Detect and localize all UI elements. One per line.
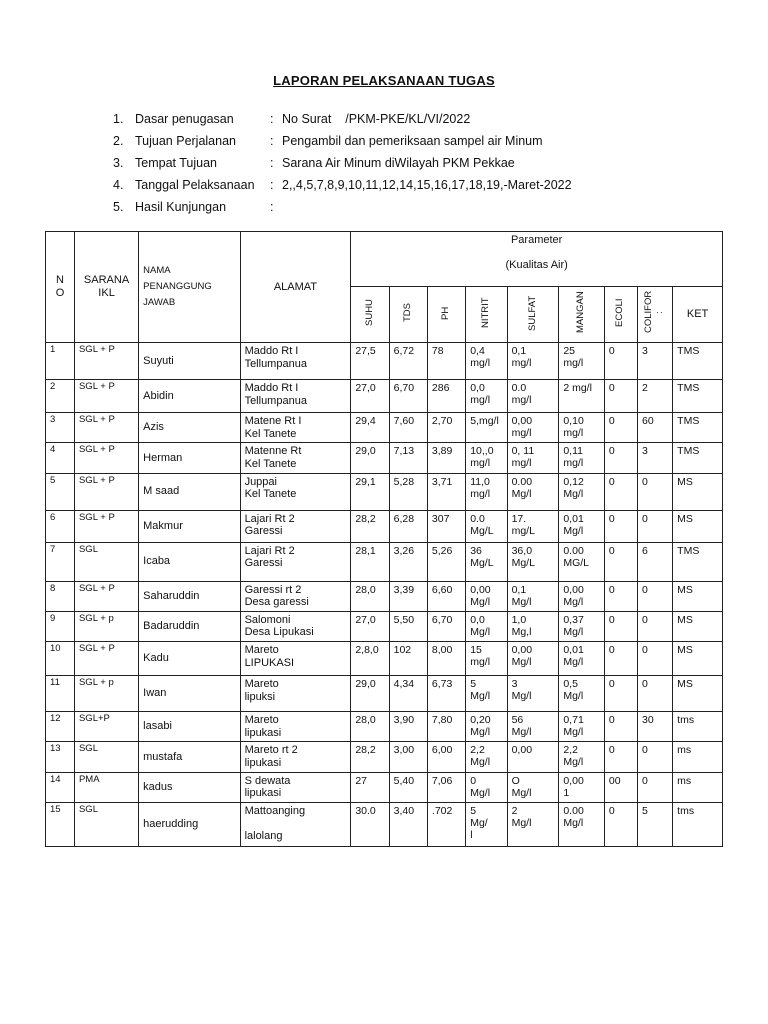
info-colon: : (270, 178, 274, 192)
tds-cell: 7,13 (389, 443, 427, 473)
ecoli-cell: 0 (604, 742, 637, 772)
suhu-cell: 30.0 (351, 802, 389, 846)
coliform-cell: 60 (637, 413, 672, 443)
nitrit-cell: 5 Mg/l (466, 676, 507, 712)
alamat-cell: Juppai Kel Tanete (240, 473, 351, 510)
mangan-cell: 0.00 MG/L (559, 542, 605, 581)
suhu-cell: 28,2 (351, 510, 389, 542)
info-colon: : (270, 112, 274, 126)
sarana-cell: SGL + P (74, 380, 138, 413)
table-row (46, 473, 723, 510)
header-alamat: ALAMAT (240, 232, 351, 343)
sulfat-cell: 17. mg/L (507, 510, 559, 542)
document-title: LAPORAN PELAKSANAAN TUGAS (273, 73, 495, 88)
table-row (46, 413, 723, 443)
ph-cell: 6,00 (427, 742, 465, 772)
table-row (46, 712, 723, 742)
sulfat-cell: 0, 11 mg/l (507, 443, 559, 473)
row-number: 4 (46, 443, 75, 473)
header-row (46, 232, 723, 287)
header-coliform-label: COLIFOR : (643, 290, 666, 333)
mangan-cell: 0,10 mg/l (559, 413, 605, 443)
ecoli-cell: 0 (604, 443, 637, 473)
info-label: Tanggal Pelaksanaan (135, 178, 255, 192)
table-row (46, 343, 723, 380)
nitrit-cell: 36 Mg/L (466, 542, 507, 581)
alamat-cell: Lajari Rt 2 Garessi (240, 510, 351, 542)
sarana-cell: SGL + p (74, 611, 138, 641)
table-row (46, 380, 723, 413)
ket-cell: ms (673, 772, 723, 802)
nama-cell: Saharuddin (139, 581, 240, 611)
nitrit-cell: 5,mg/l (466, 413, 507, 443)
header-suhu (351, 287, 389, 343)
sarana-cell: PMA (74, 772, 138, 802)
ket-cell: TMS (673, 343, 723, 380)
alamat-cell: Mareto rt 2 lipukasi (240, 742, 351, 772)
info-value: Sarana Air Minum diWilayah PKM Pekkae (282, 156, 515, 170)
info-item (113, 196, 572, 218)
sulfat-cell: 0.0 mg/l (507, 380, 559, 413)
table-row (46, 542, 723, 581)
tds-cell: 3,00 (389, 742, 427, 772)
tds-cell: 3,90 (389, 712, 427, 742)
suhu-cell: 2,8,0 (351, 642, 389, 676)
info-value: No Surat /PKM-PKE/KL/VI/2022 (282, 112, 471, 126)
tds-cell: 3,26 (389, 542, 427, 581)
nitrit-cell: 10,,0 mg/l (466, 443, 507, 473)
mangan-cell: 0,71 Mg/l (559, 712, 605, 742)
ket-cell: MS (673, 676, 723, 712)
header-sarana: SARANA IKL (74, 232, 138, 343)
tds-cell: 3,39 (389, 581, 427, 611)
mangan-cell: 0.00 Mg/l (559, 802, 605, 846)
sulfat-cell: 36,0 Mg/L (507, 542, 559, 581)
ph-cell: 7,06 (427, 772, 465, 802)
nama-cell: kadus (139, 772, 240, 802)
nitrit-cell: 0,4 mg/l (466, 343, 507, 380)
nama-cell: Badaruddin (139, 611, 240, 641)
mangan-cell: 0,11 mg/l (559, 443, 605, 473)
coliform-cell: 0 (637, 611, 672, 641)
ket-cell: TMS (673, 380, 723, 413)
ecoli-cell: 0 (604, 542, 637, 581)
tds-cell: 5,28 (389, 473, 427, 510)
header-sulfat (507, 287, 559, 343)
info-value: Pengambil dan pemeriksaan sampel air Minum (282, 134, 543, 148)
tds-cell: 5,50 (389, 611, 427, 641)
sulfat-cell: 0,00 (507, 742, 559, 772)
header-tds (389, 287, 427, 343)
coliform-cell: 3 (637, 343, 672, 380)
info-number: 3. (113, 156, 124, 170)
suhu-cell: 27,0 (351, 611, 389, 641)
sulfat-cell: 1,0 Mg,l (507, 611, 559, 641)
tds-cell: 6,72 (389, 343, 427, 380)
ket-cell: TMS (673, 413, 723, 443)
sarana-cell: SGL (74, 802, 138, 846)
header-nitrit (466, 287, 507, 343)
ph-cell: 7,80 (427, 712, 465, 742)
header-nitrit-label: NITRIT (479, 297, 491, 328)
nama-cell: Azis (139, 413, 240, 443)
ph-cell: 286 (427, 380, 465, 413)
header-parameter: Parameter (Kualitas Air) (351, 232, 723, 287)
sulfat-cell: 0.00 Mg/l (507, 473, 559, 510)
suhu-cell: 29,0 (351, 443, 389, 473)
suhu-cell: 28,0 (351, 712, 389, 742)
alamat-cell: Lajari Rt 2 Garessi (240, 542, 351, 581)
nitrit-cell: 0,0 Mg/l (466, 611, 507, 641)
sulfat-cell: 0,1 Mg/l (507, 581, 559, 611)
info-colon: : (270, 134, 274, 148)
sarana-cell: SGL + p (74, 676, 138, 712)
alamat-cell: Mareto lipuksi (240, 676, 351, 712)
tds-cell: 6,28 (389, 510, 427, 542)
suhu-cell: 29,0 (351, 676, 389, 712)
nama-cell: Herman (139, 443, 240, 473)
table-row (46, 772, 723, 802)
sarana-cell: SGL + P (74, 642, 138, 676)
coliform-cell: 30 (637, 712, 672, 742)
row-number: 8 (46, 581, 75, 611)
nitrit-cell: 0,20 Mg/l (466, 712, 507, 742)
table-row (46, 581, 723, 611)
ecoli-cell: 0 (604, 676, 637, 712)
alamat-cell: Maddo Rt I Tellumpanua (240, 380, 351, 413)
info-item (113, 130, 572, 152)
ecoli-cell: 0 (604, 712, 637, 742)
header-nama: NAMA PENANGGUNG JAWAB (139, 232, 240, 343)
ecoli-cell: 0 (604, 343, 637, 380)
tds-cell: 5,40 (389, 772, 427, 802)
mangan-cell: 25 mg/l (559, 343, 605, 380)
ecoli-cell: 0 (604, 581, 637, 611)
row-number: 10 (46, 642, 75, 676)
header-coliform (637, 287, 672, 343)
ket-cell: MS (673, 642, 723, 676)
row-number: 6 (46, 510, 75, 542)
coliform-cell: 0 (637, 642, 672, 676)
mangan-cell: 0,37 Mg/l (559, 611, 605, 641)
table-row (46, 676, 723, 712)
info-number: 5. (113, 200, 124, 214)
info-number: 1. (113, 112, 124, 126)
row-number: 3 (46, 413, 75, 443)
nama-cell: Makmur (139, 510, 240, 542)
sarana-cell: SGL + P (74, 343, 138, 380)
sarana-cell: SGL + P (74, 443, 138, 473)
sarana-cell: SGL (74, 542, 138, 581)
ecoli-cell: 0 (604, 642, 637, 676)
suhu-cell: 28,0 (351, 581, 389, 611)
ph-cell: 5,26 (427, 542, 465, 581)
coliform-cell: 0 (637, 510, 672, 542)
nitrit-cell: 0 Mg/l (466, 772, 507, 802)
alamat-cell: Mattoanging lalolang (240, 802, 351, 846)
nitrit-cell: 2,2 Mg/l (466, 742, 507, 772)
nama-cell: Kadu (139, 642, 240, 676)
ecoli-cell: 0 (604, 473, 637, 510)
table-row (46, 611, 723, 641)
coliform-cell: 0 (637, 676, 672, 712)
row-number: 5 (46, 473, 75, 510)
mangan-cell: 0,12 Mg/l (559, 473, 605, 510)
header-mangan-label: MANGAN (575, 290, 587, 333)
table-row (46, 510, 723, 542)
ecoli-cell: 0 (604, 510, 637, 542)
suhu-cell: 28,2 (351, 742, 389, 772)
info-value: 2,,4,5,7,8,9,10,11,12,14,15,16,17,18,19,-Maret-2022 (282, 178, 572, 192)
nama-cell: haerudding (139, 802, 240, 846)
nitrit-cell: 0,0 mg/l (466, 380, 507, 413)
coliform-cell: 0 (637, 772, 672, 802)
row-number: 7 (46, 542, 75, 581)
sarana-cell: SGL+P (74, 712, 138, 742)
sulfat-cell: 56 Mg/l (507, 712, 559, 742)
table-body (46, 343, 723, 847)
ecoli-cell: 0 (604, 802, 637, 846)
alamat-cell: Mareto lipukasi (240, 712, 351, 742)
nama-cell: Iwan (139, 676, 240, 712)
table-row (46, 802, 723, 846)
suhu-cell: 27 (351, 772, 389, 802)
nama-cell: lasabi (139, 712, 240, 742)
coliform-cell: 0 (637, 742, 672, 772)
nitrit-cell: 11,0 mg/l (466, 473, 507, 510)
ph-cell: 3,71 (427, 473, 465, 510)
ket-cell: MS (673, 611, 723, 641)
ph-cell: 6,70 (427, 611, 465, 641)
nama-cell: Icaba (139, 542, 240, 581)
info-colon: : (270, 200, 274, 214)
row-number: 15 (46, 802, 75, 846)
ecoli-cell: 0 (604, 611, 637, 641)
coliform-cell: 2 (637, 380, 672, 413)
tds-cell: 102 (389, 642, 427, 676)
info-label: Dasar penugasan (135, 112, 234, 126)
info-number: 2. (113, 134, 124, 148)
info-colon: : (270, 156, 274, 170)
ecoli-cell: 0 (604, 380, 637, 413)
suhu-cell: 28,1 (351, 542, 389, 581)
info-label: Tujuan Perjalanan (135, 134, 236, 148)
ph-cell: 307 (427, 510, 465, 542)
alamat-cell: Matene Rt I Kel Tanete (240, 413, 351, 443)
row-number: 2 (46, 380, 75, 413)
nama-cell: Suyuti (139, 343, 240, 380)
ket-cell: MS (673, 473, 723, 510)
sulfat-cell: O Mg/l (507, 772, 559, 802)
mangan-cell: 0,01 Mg/l (559, 510, 605, 542)
tds-cell: 6,70 (389, 380, 427, 413)
row-number: 14 (46, 772, 75, 802)
ket-cell: MS (673, 510, 723, 542)
ph-cell: 3,89 (427, 443, 465, 473)
ph-cell: 6,73 (427, 676, 465, 712)
sarana-cell: SGL + P (74, 413, 138, 443)
row-number: 11 (46, 676, 75, 712)
ecoli-cell: 00 (604, 772, 637, 802)
nama-cell: mustafa (139, 742, 240, 772)
suhu-cell: 27,0 (351, 380, 389, 413)
ket-cell: tms (673, 802, 723, 846)
tds-cell: 3,40 (389, 802, 427, 846)
nitrit-cell: 0,00 Mg/l (466, 581, 507, 611)
mangan-cell: 0,00 1 (559, 772, 605, 802)
header-sulfat-label: SULFAT (526, 295, 538, 331)
ket-cell: ms (673, 742, 723, 772)
sulfat-cell: 0,1 mg/l (507, 343, 559, 380)
nitrit-cell: 0.0 Mg/L (466, 510, 507, 542)
header-ket: KET (673, 287, 723, 343)
ket-cell: TMS (673, 443, 723, 473)
tds-cell: 4,34 (389, 676, 427, 712)
tds-cell: 7,60 (389, 413, 427, 443)
sarana-cell: SGL (74, 742, 138, 772)
suhu-cell: 27,5 (351, 343, 389, 380)
mangan-cell: 0,00 Mg/l (559, 581, 605, 611)
info-number: 4. (113, 178, 124, 192)
ket-cell: tms (673, 712, 723, 742)
row-number: 12 (46, 712, 75, 742)
coliform-cell: 0 (637, 473, 672, 510)
info-item (113, 108, 572, 130)
row-number: 9 (46, 611, 75, 641)
header-ph (427, 287, 465, 343)
table-row (46, 742, 723, 772)
alamat-cell: Matenne Rt Kel Tanete (240, 443, 351, 473)
sarana-cell: SGL + P (74, 473, 138, 510)
table-row (46, 443, 723, 473)
ket-cell: MS (673, 581, 723, 611)
results-table (45, 231, 723, 847)
alamat-cell: Salomoni Desa Lipukasi (240, 611, 351, 641)
ph-cell: 6,60 (427, 581, 465, 611)
table-row (46, 642, 723, 676)
nitrit-cell: 5 Mg/ l (466, 802, 507, 846)
ph-cell: 2,70 (427, 413, 465, 443)
mangan-cell: 0,01 Mg/l (559, 642, 605, 676)
mangan-cell: 2 mg/l (559, 380, 605, 413)
nama-cell: Abidin (139, 380, 240, 413)
sulfat-cell: 0,00 Mg/l (507, 642, 559, 676)
sulfat-cell: 3 Mg/l (507, 676, 559, 712)
header-ecoli (604, 287, 637, 343)
info-list (113, 108, 572, 218)
coliform-cell: 3 (637, 443, 672, 473)
ph-cell: .702 (427, 802, 465, 846)
mangan-cell: 0,5 Mg/l (559, 676, 605, 712)
sarana-cell: SGL + P (74, 510, 138, 542)
suhu-cell: 29,4 (351, 413, 389, 443)
ket-cell: TMS (673, 542, 723, 581)
ecoli-cell: 0 (604, 413, 637, 443)
alamat-cell: Maddo Rt I Tellumpanua (240, 343, 351, 380)
row-number: 13 (46, 742, 75, 772)
info-item (113, 174, 572, 196)
header-tds-label: TDS (401, 303, 413, 323)
header-no: N O (46, 232, 75, 343)
alamat-cell: S dewata lipukasi (240, 772, 351, 802)
sulfat-cell: 0,00 mg/l (507, 413, 559, 443)
info-label: Hasil Kunjungan (135, 200, 227, 214)
alamat-cell: Garessi rt 2 Desa garessi (240, 581, 351, 611)
header-ph-label: PH (440, 306, 452, 320)
coliform-cell: 5 (637, 802, 672, 846)
header-ecoli-label: ECOLI (614, 298, 626, 327)
suhu-cell: 29,1 (351, 473, 389, 510)
coliform-cell: 6 (637, 542, 672, 581)
row-number: 1 (46, 343, 75, 380)
ph-cell: 8,00 (427, 642, 465, 676)
sulfat-cell: 2 Mg/l (507, 802, 559, 846)
nama-cell: M saad (139, 473, 240, 510)
nitrit-cell: 15 mg/l (466, 642, 507, 676)
header-suhu-label: SUHU (363, 299, 375, 327)
alamat-cell: Mareto LIPUKASI (240, 642, 351, 676)
coliform-cell: 0 (637, 581, 672, 611)
sarana-cell: SGL + P (74, 581, 138, 611)
info-label: Tempat Tujuan (135, 156, 217, 170)
ph-cell: 78 (427, 343, 465, 380)
header-mangan (559, 287, 605, 343)
info-item (113, 152, 572, 174)
mangan-cell: 2,2 Mg/l (559, 742, 605, 772)
